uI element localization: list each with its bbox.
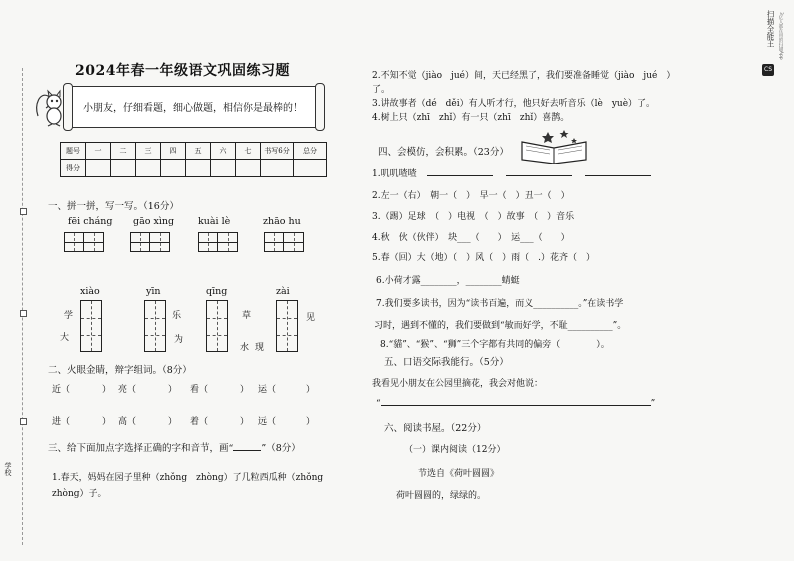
score-header-cell: 三 [136, 143, 161, 160]
word-item: 进（ [52, 417, 71, 427]
word-item: 高（ [118, 417, 137, 427]
given-char: 现 [255, 343, 265, 353]
score-header-cell: 五 [186, 143, 211, 160]
section-6-sub: （一）课内阅读（12分） [404, 445, 506, 455]
score-cell[interactable] [161, 160, 186, 177]
word-item: 看（ [190, 385, 209, 395]
margin-mark [20, 208, 27, 215]
score-cell[interactable] [136, 160, 161, 177]
writing-box[interactable] [80, 300, 102, 352]
scanner-app-name: 扫描全能王 [766, 10, 775, 48]
close-quote: ” [650, 399, 656, 409]
score-header-cell: 书写6分 [261, 143, 294, 160]
score-header-cell: 四 [161, 143, 186, 160]
section-6-heading: 六、阅读书屋。（22分） [384, 423, 487, 434]
score-header-cell: 七 [236, 143, 261, 160]
writing-box[interactable] [144, 300, 166, 352]
score-cell[interactable] [111, 160, 136, 177]
answer-underline [233, 441, 261, 451]
word-item: ） [306, 417, 316, 427]
section-3-text: 三、给下面加点字选择正确的字和音节，画“ [48, 443, 234, 454]
score-cell[interactable] [261, 160, 294, 177]
score-cell[interactable] [236, 160, 261, 177]
pinyin-label: zài [276, 286, 290, 297]
score-cell[interactable] [186, 160, 211, 177]
writing-grid[interactable] [264, 232, 304, 252]
word-item: ） [306, 385, 316, 395]
score-cell[interactable] [211, 160, 236, 177]
practice-1 [372, 166, 651, 179]
score-value-row [61, 160, 327, 177]
word-item: ） [240, 385, 250, 395]
given-char: 草 [242, 311, 252, 321]
scanner-app-sub: 3亿人都在用的扫描App [778, 12, 783, 60]
margin-mark [20, 418, 27, 425]
given-char: 学 [64, 311, 74, 321]
open-book-icon [518, 128, 590, 164]
pinyin-label: xiào [80, 286, 100, 297]
section-3-heading [48, 440, 301, 454]
practice-6: 6.小荷才露________，________蜻蜓 [376, 276, 520, 286]
answer-blank[interactable] [585, 166, 651, 176]
margin-mark [20, 310, 27, 317]
given-char: 为 [174, 335, 184, 345]
word-item: 近（ [52, 385, 71, 395]
word-item: 亮（ [118, 385, 137, 395]
instruction-banner [68, 86, 320, 128]
pinyin-label: zhāo hu [263, 216, 301, 227]
score-header-cell: 一 [86, 143, 111, 160]
answer-blank[interactable] [506, 166, 572, 176]
given-char: 乐 [172, 311, 182, 321]
margin-school-label: 学校 [4, 462, 12, 476]
practice-7: 7.我们要多读书，因为“读书百遍，而义__________。”在读书学 [376, 299, 624, 309]
page-title: 2024年春一年级语文巩固练习题 [75, 63, 290, 79]
practice-5: 5.春（回）大（地）（ ）风（ ）雨（ .）花齐（ ） [372, 253, 595, 263]
open-quote: “ [376, 399, 381, 409]
word-item: ） [102, 417, 112, 427]
score-row-label: 得分 [61, 160, 86, 177]
question-1-line-b: zhòng）子。 [52, 489, 107, 499]
pinyin-label: gāo xìng [133, 216, 175, 227]
word-item: ） [240, 417, 250, 427]
practice-8: 8.“貓”、“猴”、“狮”三个字都有共同的偏旁（ ）。 [380, 340, 610, 350]
section-3-points: ”（8分） [261, 443, 301, 454]
writing-box[interactable] [206, 300, 228, 352]
practice-4: 4.秋 伙（伙伴） 块___（ ） 运___（ ） [372, 233, 570, 243]
question-1-line-a: 1.春天，妈妈在园子里种（zhǒng zhòng）了几粒西瓜种（zhǒng [52, 473, 324, 483]
score-header-row [61, 143, 327, 160]
word-item: 着（ [190, 417, 209, 427]
banner-text: 小朋友，仔细看题，细心做题，相信你是最棒的！ [83, 103, 303, 114]
practice-1-text: 1.叽叽喳喳 [372, 169, 417, 179]
section-5-heading: 五、口语交际我能行。（5分） [384, 357, 509, 368]
score-header-cell: 题号 [61, 143, 86, 160]
writing-grid[interactable] [130, 232, 170, 252]
word-item: ） [168, 417, 178, 427]
reading-passage: 荷叶圆圆的，绿绿的。 [396, 491, 487, 501]
question-4: 4.树上只（zhī zhǐ）有一只（zhī zhǐ）喜鹊。 [372, 113, 570, 123]
writing-grid[interactable] [198, 232, 238, 252]
section-4-heading: 四、会模仿，会积累。（23分） [378, 147, 509, 158]
practice-3: 3.（踢）足球 （ ）电视 （ ）故事 （ ）音乐 [372, 212, 575, 222]
writing-box[interactable] [276, 300, 298, 352]
pinyin-label: qīng [206, 286, 228, 297]
section-6-source: 节选自《荷叶圆圆》 [418, 469, 500, 479]
word-item: ） [168, 385, 178, 395]
word-item: 远（ [258, 417, 277, 427]
writing-grid[interactable] [64, 232, 104, 252]
pinyin-label: kuài lè [198, 216, 231, 227]
given-char: 水 [240, 343, 250, 353]
score-table [60, 142, 327, 177]
pinyin-label: fēi cháng [68, 216, 113, 227]
score-cell[interactable] [294, 160, 327, 177]
answer-blank[interactable] [381, 396, 651, 406]
question-2: 2.不知不觉（jiào jué）间，天已经黑了，我们要准备睡觉（jiào jué ） [372, 71, 676, 81]
score-header-cell: 二 [111, 143, 136, 160]
answer-blank[interactable] [427, 166, 493, 176]
score-header-cell: 总分 [294, 143, 327, 160]
practice-7-cont: 习时，遇到不懂的，我们要做到“敏而好学，不耻__________”。 [374, 321, 627, 331]
question-3: 3.讲故事者（dé děi）有人听才行，他只好去听音乐（lè yuè）了。 [372, 99, 656, 109]
section-5-prompt: 我看见小朋友在公园里摘花，我会对他说： [372, 379, 544, 389]
score-header-cell: 六 [211, 143, 236, 160]
practice-2: 2.左一（右） 朝一（ ） 早一（ ）丑一（ ） [372, 191, 570, 201]
binding-margin-line [22, 68, 23, 545]
speech-answer-line[interactable] [376, 396, 655, 409]
word-item: ） [102, 385, 112, 395]
scanner-logo-icon: CS [762, 64, 774, 76]
pinyin-label: yīn [146, 286, 161, 297]
given-char: 见 [306, 313, 316, 323]
score-cell[interactable] [86, 160, 111, 177]
section-1-heading: 一、拼一拼，写一写。（16分） [48, 201, 179, 212]
given-char: 大 [60, 333, 70, 343]
question-2-end: 了。 [372, 85, 391, 95]
section-2-heading: 二、火眼金睛，辩字组词。（8分） [48, 365, 192, 376]
word-item: 运（ [258, 385, 277, 395]
